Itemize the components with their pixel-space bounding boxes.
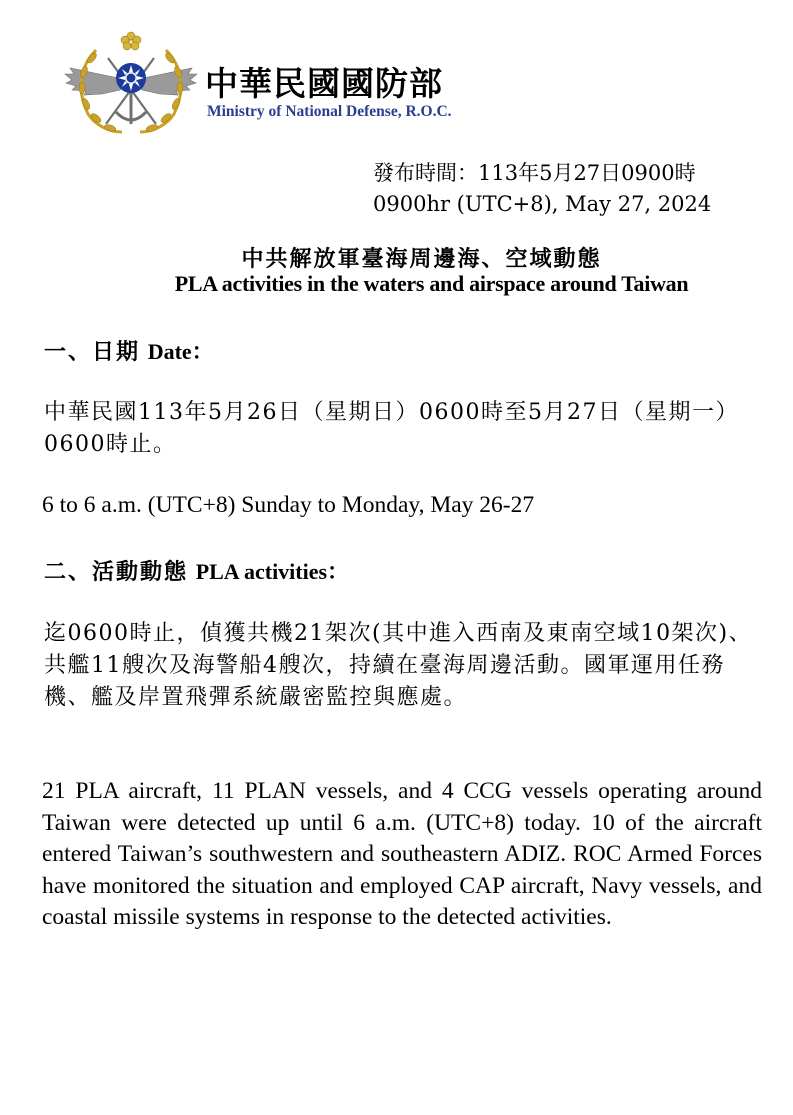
section-activities-heading-en: PLA activities： <box>195 559 350 584</box>
activities-text-en: 21 PLA aircraft, 11 PLAN vessels, and 4 CCG vessels operating around Taiwan were detected up until 6 a.m. (UTC+8) today. 10 of the aircraft entered Taiwan’s southwestern and southeastern ADIZ. ROC Armed Forces have monitored the situation and employed CAP aircraft, Navy vessels, and coastal missile systems in response to the detected activities. <box>42 778 762 930</box>
page-title-zh: 中共解放軍臺海周邊海、空域動態 <box>241 247 602 272</box>
section-date-heading-en: Date： <box>147 339 214 364</box>
release-time <box>373 158 711 220</box>
sun-emblem <box>116 63 146 93</box>
activities-text-zh: 迄0600時止，偵獲共機21架次(其中進入西南及東南空域10架次)、共艦11艘次及海警船4艘次，持續在臺海周邊活動。國軍運用任務機、艦及岸置飛彈系統嚴密監控與應處。 <box>44 621 753 710</box>
date-text-en: 6 to 6 a.m. (UTC+8) Sunday to Monday, May 26-27 <box>42 492 535 518</box>
mnd-emblem-icon <box>62 28 200 138</box>
page-title-en: PLA activities in the waters and airspace around Taiwan <box>174 271 689 296</box>
org-name-en: Ministry of National Defense, R.O.C. <box>207 103 452 120</box>
section-activities-heading-zh: 二、活動動態 <box>44 560 189 585</box>
section-date-heading <box>44 335 214 366</box>
org-name-zh: 中華民國國防部 <box>205 64 443 103</box>
plum-blossom-icon <box>121 32 141 50</box>
section-date-heading-zh: 一、日期 <box>44 340 141 365</box>
date-text-zh: 中華民國113年5月26日（星期日）0600時至5月27日（星期一）0600時止。 <box>44 400 739 457</box>
release-time-en: 0900hr (UTC+8), May 27, 2024 <box>373 192 712 216</box>
section-activities-heading <box>44 555 349 586</box>
release-time-zh: 發布時間：113年5月27日0900時 <box>373 161 696 185</box>
